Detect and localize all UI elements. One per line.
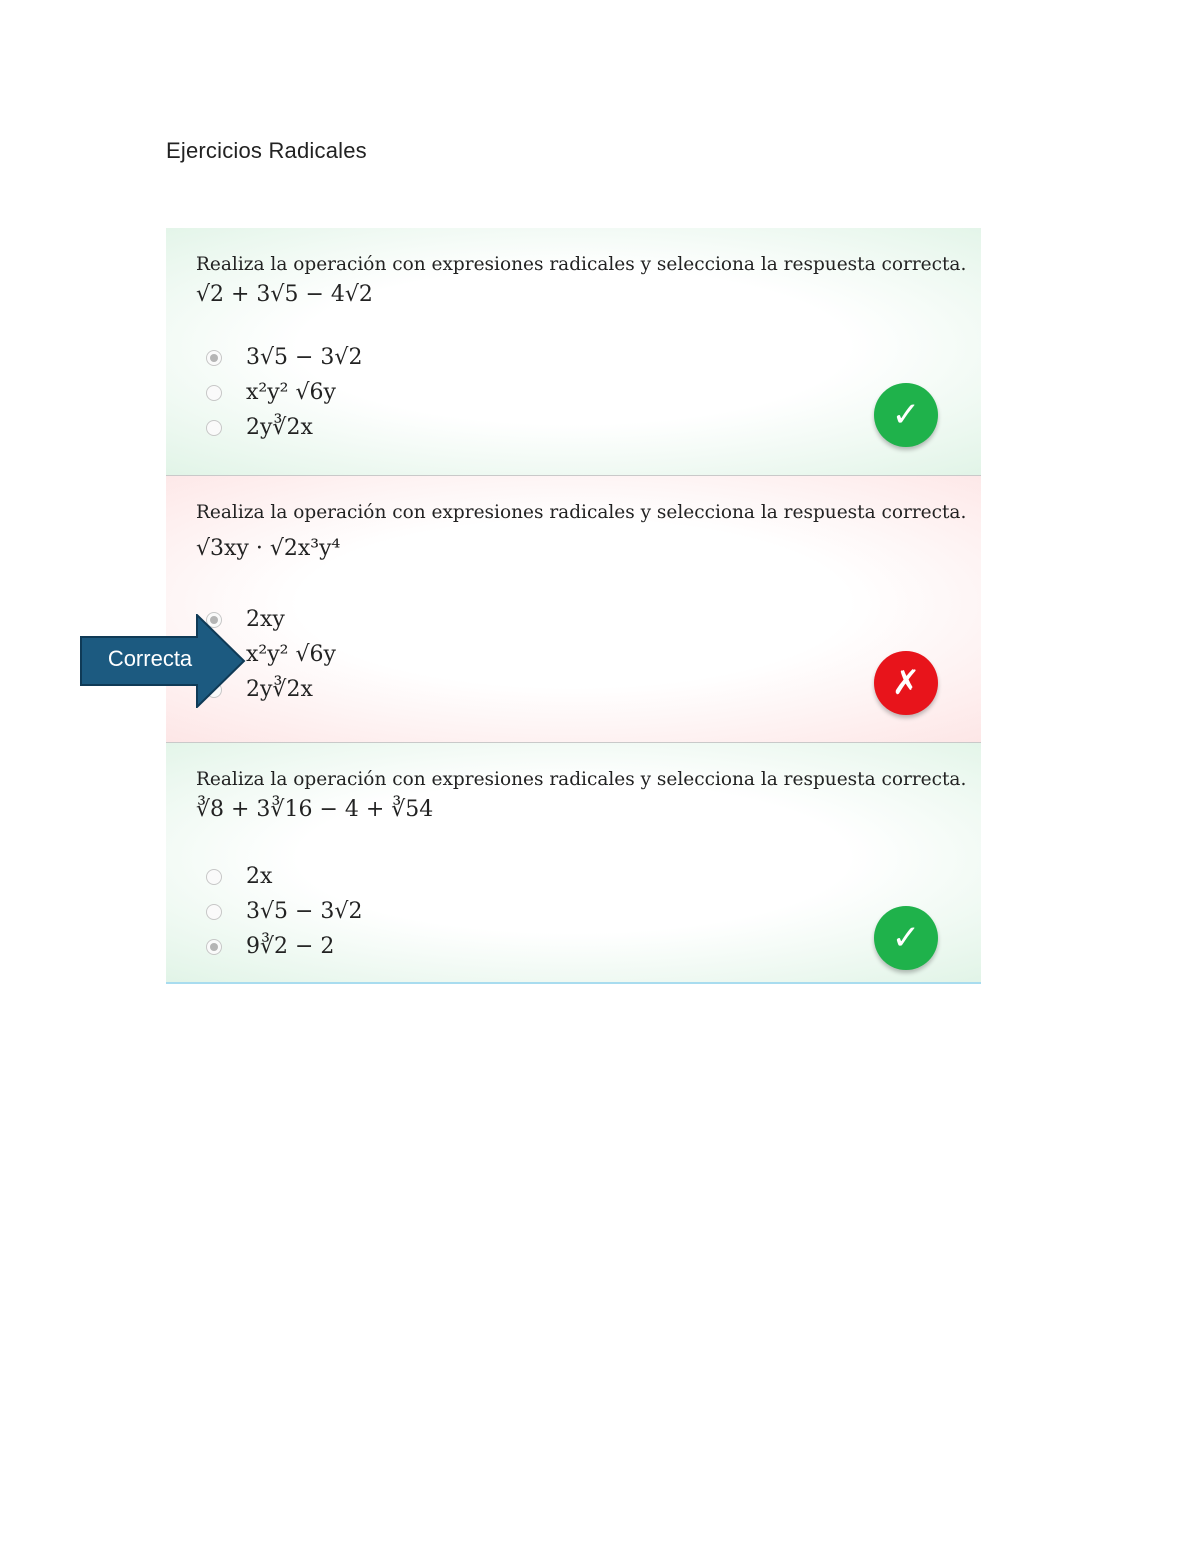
radio-button[interactable]: [206, 420, 222, 436]
option-label: x²y² √6y: [246, 642, 336, 667]
option-label: 9∛2 − 2: [246, 934, 335, 959]
question-expression: √2 + 3√5 − 4√2: [196, 282, 373, 307]
answer-option-3[interactable]: [206, 410, 362, 445]
option-label: 2y∛2x: [246, 677, 313, 702]
answer-options: [206, 340, 362, 445]
callout-label: Correcta: [107, 646, 193, 671]
option-label: 2xy: [246, 607, 285, 632]
question-2: [166, 476, 981, 743]
radio-button-selected[interactable]: [206, 939, 222, 955]
quiz-screenshot: [166, 228, 981, 984]
option-label: 3√5 − 3√2: [246, 899, 363, 924]
option-label: 2y∛2x: [246, 415, 313, 440]
cross-mark-icon: ✗: [874, 651, 938, 715]
question-expression: ∛8 + 3∛16 − 4 + ∛54: [196, 797, 434, 822]
answer-options: [206, 859, 362, 964]
check-mark-icon: ✓: [874, 383, 938, 447]
document-title: Ejercicios Radicales: [166, 138, 367, 163]
question-prompt: Realiza la operación con expresiones radicales y selecciona la respuesta correcta.: [196, 254, 967, 275]
answer-option-2[interactable]: [206, 375, 362, 410]
question-prompt: Realiza la operación con expresiones radicales y selecciona la respuesta correcta.: [196, 769, 967, 790]
radio-button-selected[interactable]: [206, 350, 222, 366]
option-label: 2x: [246, 864, 273, 889]
answer-option-1[interactable]: [206, 859, 362, 894]
check-mark-icon: ✓: [874, 906, 938, 970]
answer-option-2[interactable]: [206, 894, 362, 929]
radio-button[interactable]: [206, 385, 222, 401]
answer-option-1[interactable]: [206, 340, 362, 375]
option-label: 3√5 − 3√2: [246, 345, 363, 370]
question-1: [166, 228, 981, 476]
radio-button[interactable]: [206, 904, 222, 920]
question-expression: √3xy · √2x³y⁴: [196, 536, 341, 561]
radio-button[interactable]: [206, 869, 222, 885]
correct-answer-callout: [80, 614, 246, 708]
question-3: [166, 743, 981, 984]
question-prompt: Realiza la operación con expresiones radicales y selecciona la respuesta correcta.: [196, 502, 967, 523]
answer-option-3[interactable]: [206, 929, 362, 964]
option-label: x²y² √6y: [246, 380, 336, 405]
